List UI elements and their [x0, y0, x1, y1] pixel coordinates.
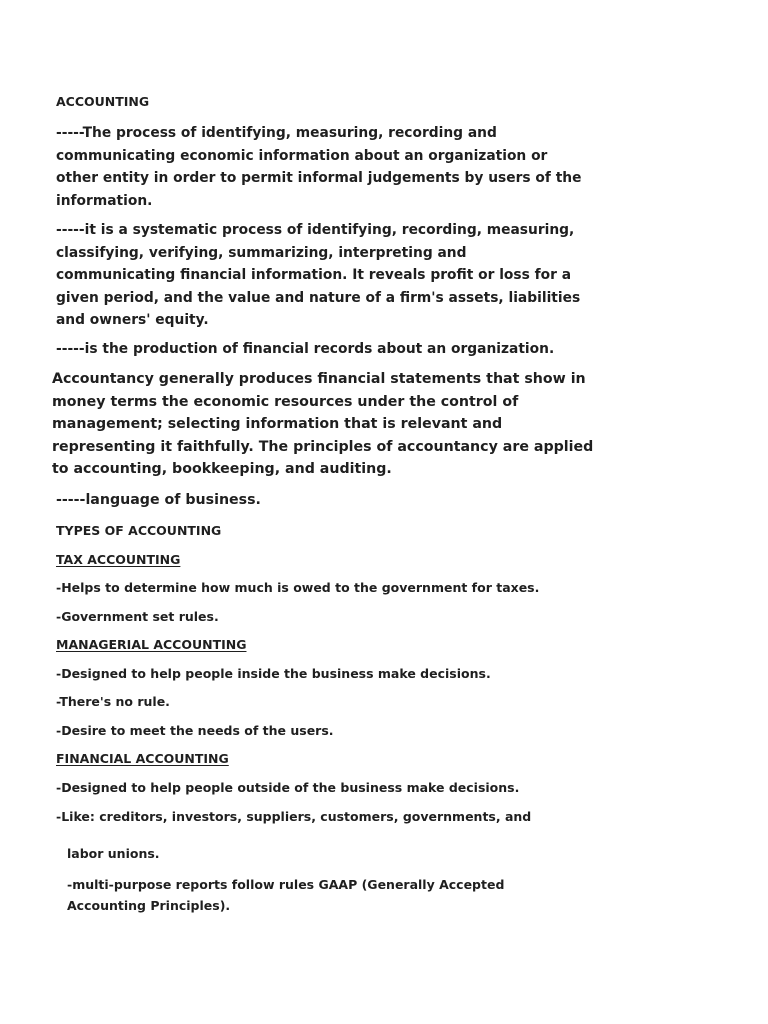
definition-3: -----is the production of financial records about an organization.	[56, 341, 555, 357]
gaap-note: -multi-purpose reports follow rules GAAP (Generally Accepted Accounting Principles).	[67, 877, 505, 913]
managerial-accounting-heading: MANAGERIAL ACCOUNTING	[56, 637, 247, 652]
definition-2: -----it is a systematic process of identifying, recording, measuring, classifying, verifying, summarizing, interpreting and communicating financial information. It reveals profit or loss for a given period, and the value and nature of a firm's assets, liabilities and owners' equity.	[56, 222, 581, 328]
definition-1: -----The process of identifying, measuring, recording and communicating economic information about an organization or other entity in order to permit informal judgements by users of the information.	[56, 125, 582, 209]
managerial-point-3: -Desire to meet the needs of the users.	[56, 723, 334, 738]
types-heading: TYPES OF ACCOUNTING	[56, 523, 222, 538]
tax-point-1: -Helps to determine how much is owed to the government for taxes.	[56, 580, 540, 595]
financial-point-1: -Designed to help people outside of the business make decisions.	[56, 780, 520, 795]
accountancy-paragraph: Accountancy generally produces financial statements that show in money terms the economic resources under the control of management; selecting information that is relevant and representing it faithfully. The principles of accountancy are applied to accounting, bookkeeping, and auditing.	[52, 371, 594, 478]
financial-point-2-continuation: labor unions.	[67, 846, 160, 861]
tax-accounting-heading: TAX ACCOUNTING	[56, 552, 181, 567]
financial-accounting-heading: FINANCIAL ACCOUNTING	[56, 751, 229, 766]
tax-point-2: -Government set rules.	[56, 609, 219, 624]
managerial-point-2: -There's no rule.	[56, 694, 170, 709]
managerial-point-1: -Designed to help people inside the business make decisions.	[56, 666, 491, 681]
language-line: -----language of business.	[56, 492, 261, 508]
financial-point-2: -Like: creditors, investors, suppliers, customers, governments, and	[56, 809, 532, 824]
page-title: ACCOUNTING	[56, 94, 150, 109]
